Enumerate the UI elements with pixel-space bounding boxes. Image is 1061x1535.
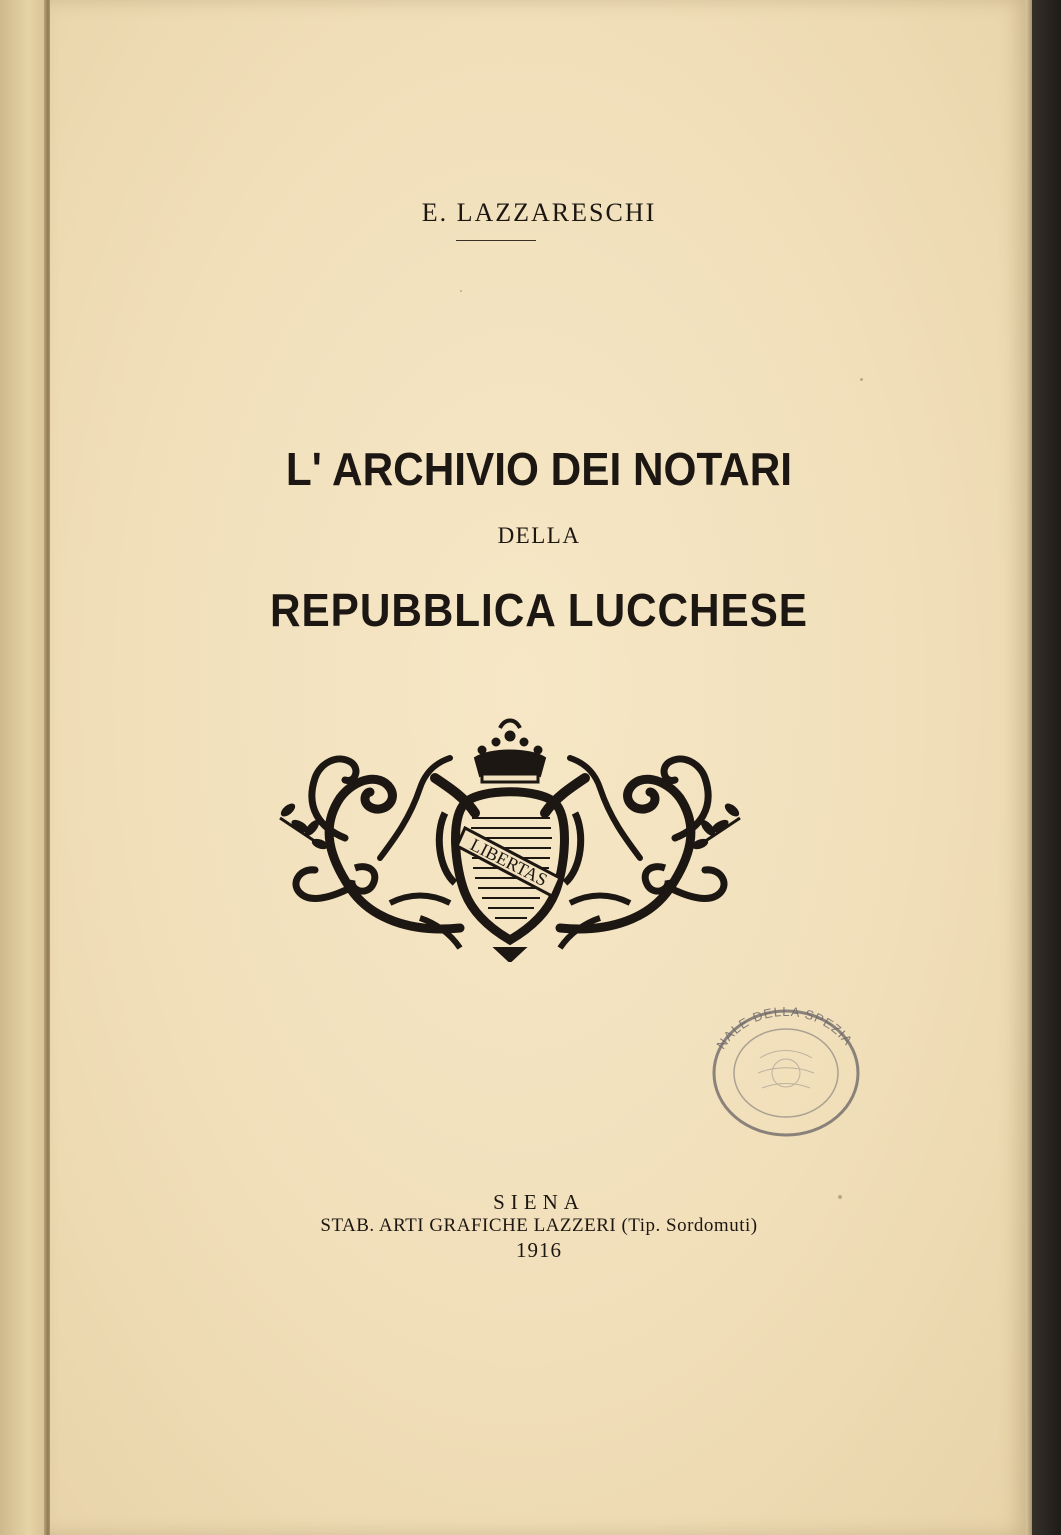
- coat-of-arms-icon: [260, 718, 760, 962]
- paper-speck: [460, 290, 462, 292]
- title-line-1: L' ARCHIVIO DEI NOTARI: [285, 443, 793, 495]
- imprint-city: SIENA: [493, 1190, 585, 1214]
- motto-label: LIBERTAS: [467, 834, 551, 891]
- crown-icon: [475, 721, 545, 783]
- title-line-3: REPUBBLICA LUCCHESE: [270, 584, 808, 636]
- author-name: E. LAZZARESCHI: [421, 198, 657, 227]
- page-edge-strip: [1026, 0, 1032, 1535]
- imprint-year: 1916: [516, 1238, 562, 1262]
- paper-speck: [838, 1195, 842, 1199]
- left-foliage-ornament: [279, 758, 460, 948]
- left-page-edge: [0, 0, 48, 1535]
- stamp-text: NALE DELLA SPEZIA: [713, 1003, 857, 1052]
- author-rule-divider: [456, 240, 536, 241]
- title-page: [50, 0, 1028, 1535]
- svg-text:NALE DELLA SPEZIA: [713, 1004, 856, 1052]
- right-book-edge: [1026, 0, 1061, 1535]
- library-stamp-icon: [680, 998, 892, 1138]
- paper-speck: [860, 378, 863, 381]
- imprint-printer: STAB. ARTI GRAFICHE LAZZERI (Tip. Sordomuti): [320, 1215, 758, 1236]
- right-foliage-ornament: [560, 758, 741, 948]
- title-line-2: DELLA: [497, 523, 581, 548]
